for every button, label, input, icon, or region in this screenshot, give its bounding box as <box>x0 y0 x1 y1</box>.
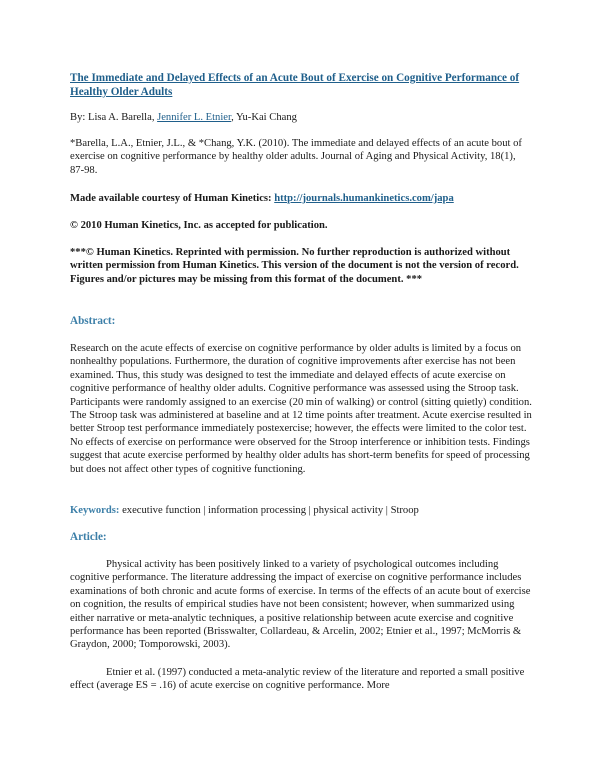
courtesy-line <box>70 192 532 205</box>
author-link[interactable]: Jennifer L. Etnier <box>157 112 232 123</box>
courtesy-label: Made available courtesy of Human Kinetics: <box>70 193 275 204</box>
byline-prefix: By: <box>70 112 88 123</box>
keywords-line <box>70 504 532 517</box>
abstract-text: Research on the acute effects of exercise on cognitive performance by older adults is limited by a focus on nonhealthy populations. Furthermore, the duration of cognitive improvements after exercise has not been examined. Thus, this study was designed to test the immediate and delayed effects of acute exercise on cognitive performance of healthy older adults. Cognitive performance was assessed using the Stroop task. Participants were randomly assigned to an exercise (20 min of walking) or control (sitting quietly) condition. The Stroop task was administered at baseline and at 12 time points after treatment. Acute exercise resulted in better Stroop test performance immediately postexercise; however, the effects were limited to the color test. No effects of exercise on performance were observed for the Stroop interference or inhibition tests. Findings suggest that acute exercise performed by healthy older adults has short-term benefits for speed of processing but does not affect other types of cognitive functioning. <box>70 343 532 475</box>
article-title <box>70 71 532 99</box>
abstract-heading: Abstract: <box>70 315 116 327</box>
article-title-link[interactable]: The Immediate and Delayed Effects of an Acute Bout of Exercise on Cognitive Performance of Healthy Older Adults <box>70 72 520 98</box>
permission-notice: ***© Human Kinetics. Reprinted with permission. No further reproduction is authorized without written permission from Human Kinetics. This version of the document is not the version of record. Figures and/or pictures may be missing from this format of the document. *** <box>70 247 519 285</box>
article-paragraph: Etnier et al. (1997) conducted a meta-analytic review of the literature and reported a small positive effect (average ES = .16) of acute exercise on cognitive performance. More <box>70 667 525 692</box>
copyright-notice: © 2010 Human Kinetics, Inc. as accepted for publication. <box>70 220 328 231</box>
keywords-label: Keywords: <box>70 505 120 516</box>
article-heading: Article: <box>70 531 107 543</box>
keywords-text: executive function | information processing | physical activity | Stroop <box>119 505 419 516</box>
journal-url-link[interactable]: http://journals.humankinetics.com/japa <box>274 193 454 204</box>
article-paragraph: Physical activity has been positively linked to a variety of psychological outcomes including cognitive performance. The literature addressing the impact of exercise on cognitive performance includes examinations of both chronic and acute forms of exercise. In terms of the effects of an acute bout of exercise on cognition, the results of empirical studies have not been consistent; however, when summarized using either narrative or meta-analytic techniques, a positive relationship between acute exercise and cognitive performance has been reported (Brisswalter, Collardeau, & Arcelin, 2002; Etnier et al., 1997; McMorris & Graydon, 2000; Tomporowski, 2003). <box>70 559 531 651</box>
byline-separator: , <box>151 112 158 123</box>
author-name: Yu-Kai Chang <box>236 112 297 123</box>
author-name: Lisa A. Barella <box>87 112 152 123</box>
author-byline <box>70 111 532 124</box>
byline-separator: , <box>231 112 237 123</box>
citation: *Barella, L.A., Etnier, J.L., & *Chang, Y.K. (2010). The immediate and delayed effects of an acute bout of exercise on cognitive performance by healthy older adults. Journal of Aging and Physical Activity, 18(1), 87-98. <box>70 138 522 176</box>
